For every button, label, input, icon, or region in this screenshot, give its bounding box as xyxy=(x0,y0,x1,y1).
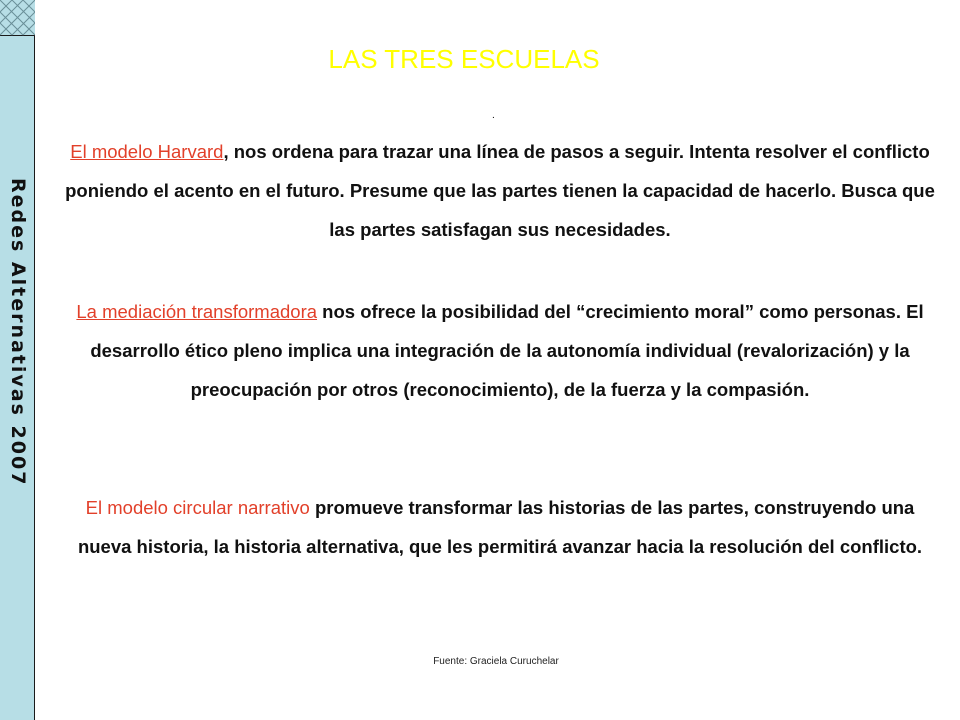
separator-dot: . xyxy=(492,110,495,121)
sidebar-band xyxy=(0,0,35,720)
paragraph-harvard xyxy=(60,132,940,249)
sidebar-title-text: Redes Alternativas 2007 xyxy=(7,178,29,487)
source-credit-text: Fuente: Graciela Curuchelar xyxy=(433,656,559,667)
paragraph-circular-narrativo-body: promueve transformar las historias de las partes, construyendo una nueva historia, la historia alternativa, que les permitirá avanzar hacia la resolución del conflicto. xyxy=(77,497,923,557)
source-credit xyxy=(0,656,960,667)
harvard-model-link[interactable]: El modelo Harvard xyxy=(70,141,224,162)
page-title-text: LAS TRES ESCUELAS xyxy=(328,44,600,74)
circular-narrative-label: El modelo circular narrativo xyxy=(85,497,310,518)
corner-crosshatch-icon xyxy=(0,0,35,36)
sidebar-vertical-title xyxy=(5,178,31,518)
paragraph-harvard-body: , nos ordena para trazar una línea de pasos a seguir. Intenta resolver el conflicto poniendo el acento en el futuro. Presume que las partes tienen la capacidad de hacerlo. Busca que las partes satisfagan sus necesidades. xyxy=(65,141,935,240)
page-title xyxy=(0,44,960,75)
transformative-mediation-link[interactable]: La mediación transformadora xyxy=(76,301,318,322)
paragraph-circular-narrativo xyxy=(60,488,940,566)
paragraph-transformadora-body: nos ofrece la posibilidad del “crecimiento moral” como personas. El desarrollo ético pleno implica una integración de la autonomía individual (revalorización) y la preocupación por otros (reconocimiento), de la fuerza y la compasión. xyxy=(90,301,924,400)
paragraph-transformadora xyxy=(60,292,940,409)
